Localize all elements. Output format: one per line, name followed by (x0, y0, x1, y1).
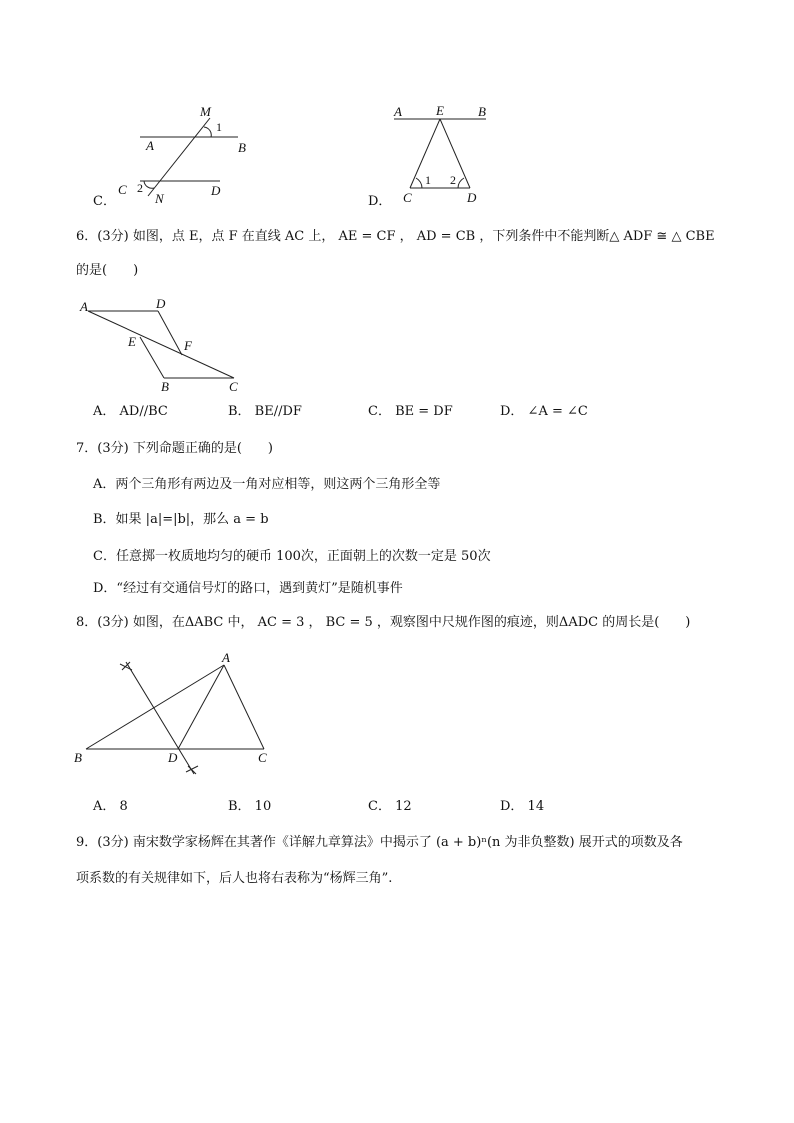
q6-label-f: F (184, 338, 192, 353)
q8-option-d: D． 14 (500, 799, 545, 814)
q6-option-d: D． ∠A = ∠C (500, 404, 588, 419)
q5-option-c-letter: C． (93, 194, 116, 209)
q5c-label-n: N (155, 191, 164, 206)
q5-figure-d (390, 100, 500, 210)
q6-label-b: B (161, 379, 169, 394)
q6-option-a: A． AD//BC (93, 404, 168, 419)
q5c-label-a: A (146, 138, 154, 153)
q5-option-d-letter: D． (368, 194, 392, 209)
q7-option-a: A．两个三角形有两边及一角对应相等，则这两个三角形全等 (93, 477, 441, 492)
q9-stem-line2: 项系数的有关规律如下，后人也将右表称为“杨辉三角”. (76, 871, 393, 886)
q5d-label-b: B (478, 104, 486, 119)
q6-label-a: A (80, 299, 88, 314)
q5c-label-b: B (238, 140, 246, 155)
q7-stem: 7．(3分) 下列命题正确的是( ) (76, 441, 273, 456)
q5c-label-c: C (118, 182, 127, 197)
q9-stem-line1: 9．(3分) 南宋数学家杨辉在其著作《详解九章算法》中揭示了 (a + b)ⁿ(n 为非负整数) 展开式的项数及各 (76, 835, 683, 850)
q5-figure-c (110, 100, 260, 210)
q6-label-d: D (156, 296, 166, 311)
q8-label-a: A (222, 650, 230, 665)
q8-label-c: C (258, 750, 267, 765)
q8-option-b: B． 10 (228, 799, 272, 814)
q6-option-b: B． BE//DF (228, 404, 302, 419)
q5d-label-c: C (403, 190, 412, 205)
q6-label-e: E (128, 334, 136, 349)
q6-option-c: C． BE = DF (368, 404, 453, 419)
q8-option-c: C． 12 (368, 799, 412, 814)
q6-label-c: C (229, 379, 238, 394)
q6-stem-line1: 6．(3分) 如图，点 E，点 F 在直线 AC 上， AE = CF ， AD = CB ，下列条件中不能判断△ ADF ≅ △ CBE (76, 229, 715, 244)
q5c-label-1: 1 (216, 120, 222, 134)
q5c-label-2: 2 (137, 181, 143, 195)
q7-option-d: D．“经过有交通信号灯的路口，遇到黄灯”是随机事件 (93, 581, 403, 596)
q5c-label-m: M (200, 104, 211, 119)
q5c-label-d: D (211, 183, 221, 198)
q6-figure (74, 296, 254, 396)
q7-option-b: B．如果 |a|=|b|，那么 a = b (93, 512, 269, 527)
q8-figure (72, 648, 282, 778)
q6-stem-line2: 的是( ) (76, 263, 139, 278)
q8-stem: 8．(3分) 如图，在ΔABC 中， AC = 3 ， BC = 5 ，观察图中尺规作图的痕迹，则ΔADC 的周长是( ) (76, 615, 691, 630)
q8-option-a: A． 8 (93, 799, 128, 814)
q7-option-c: C．任意掷一枚质地均匀的硬币 100次，正面朝上的次数一定是 50次 (93, 549, 491, 564)
q5d-label-2: 2 (450, 173, 456, 187)
q8-label-b: B (74, 750, 82, 765)
q5d-label-d: D (467, 190, 477, 205)
q5d-label-1: 1 (425, 173, 431, 187)
q8-label-d: D (168, 750, 178, 765)
q5d-label-e: E (436, 103, 444, 118)
q5d-label-a: A (394, 104, 402, 119)
